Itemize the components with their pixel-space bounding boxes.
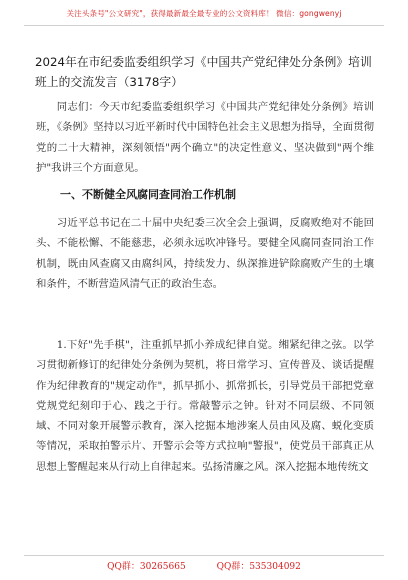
- point-paragraph: 1.下好"先手棋"，注重抓早抓小养成纪律自觉。缃紧纪律之弦。以学习贯彻新修订的纪律处分条例为契机，将日常学习、宣传普及、谈话提醒作为纪律教育的"规定动作"，抓早抓小、抓常抓长，引导党员干部把党章党规党纪刻印于心、践之于行。常敲警示之钟。针对不同层级、不同领域、不同对象开展警示教育，深入挖掘本地涉案人员由风及腐、蜕化变质等情况，采取拍警示片、开警示会等方式拉响"警报"，使党员干部真正从思想上警醒起来从行动上自律起来。弘扬清廉之风。深入挖掘本地传统文: [36, 339, 374, 473]
- section-heading: 一、不断健全风腐同查同治工作机制: [60, 188, 236, 201]
- footer-qq-group-1: QQ群：30265665: [107, 562, 186, 572]
- section-paragraph: 习近平总书记在二十届中央纪委三次全会上强调，反腐败绝对不能回头、不能松懈、不能慈悲，必须永远吹冲锋号。要健全风腐同查同治工作机制，既由风查腐又由腐纠风，持续发力、纵深推进铲除腐败产生的土壤和条件，不断营造风清气正的政治生态。: [36, 217, 374, 290]
- banner-divider: [24, 25, 384, 26]
- intro-paragraph: 同志们：今天市纪委监委组织学习《中国共产党纪律处分条例》培训班，《条例》坚持以习近平新时代中国特色社会主义思想为指导，全面贯彻党的二十大精神，深刻领悟"两个确立"的决定性意义、坚决做到"两个维护"我讲三个方面意见。: [36, 101, 374, 174]
- document-title: 2024年在市纪委监委组织学习《中国共产党纪律处分条例》培训班上的交流发言（3178字）: [35, 55, 372, 89]
- footer-divider: [24, 555, 384, 556]
- footer-qq-group-2: QQ群：535304092: [216, 562, 301, 572]
- footer: [0, 559, 408, 572]
- top-banner: 关注头条号"公文研究"，获得最新最全最专业的公文资料库！ 微信：gongwenyj: [66, 9, 342, 18]
